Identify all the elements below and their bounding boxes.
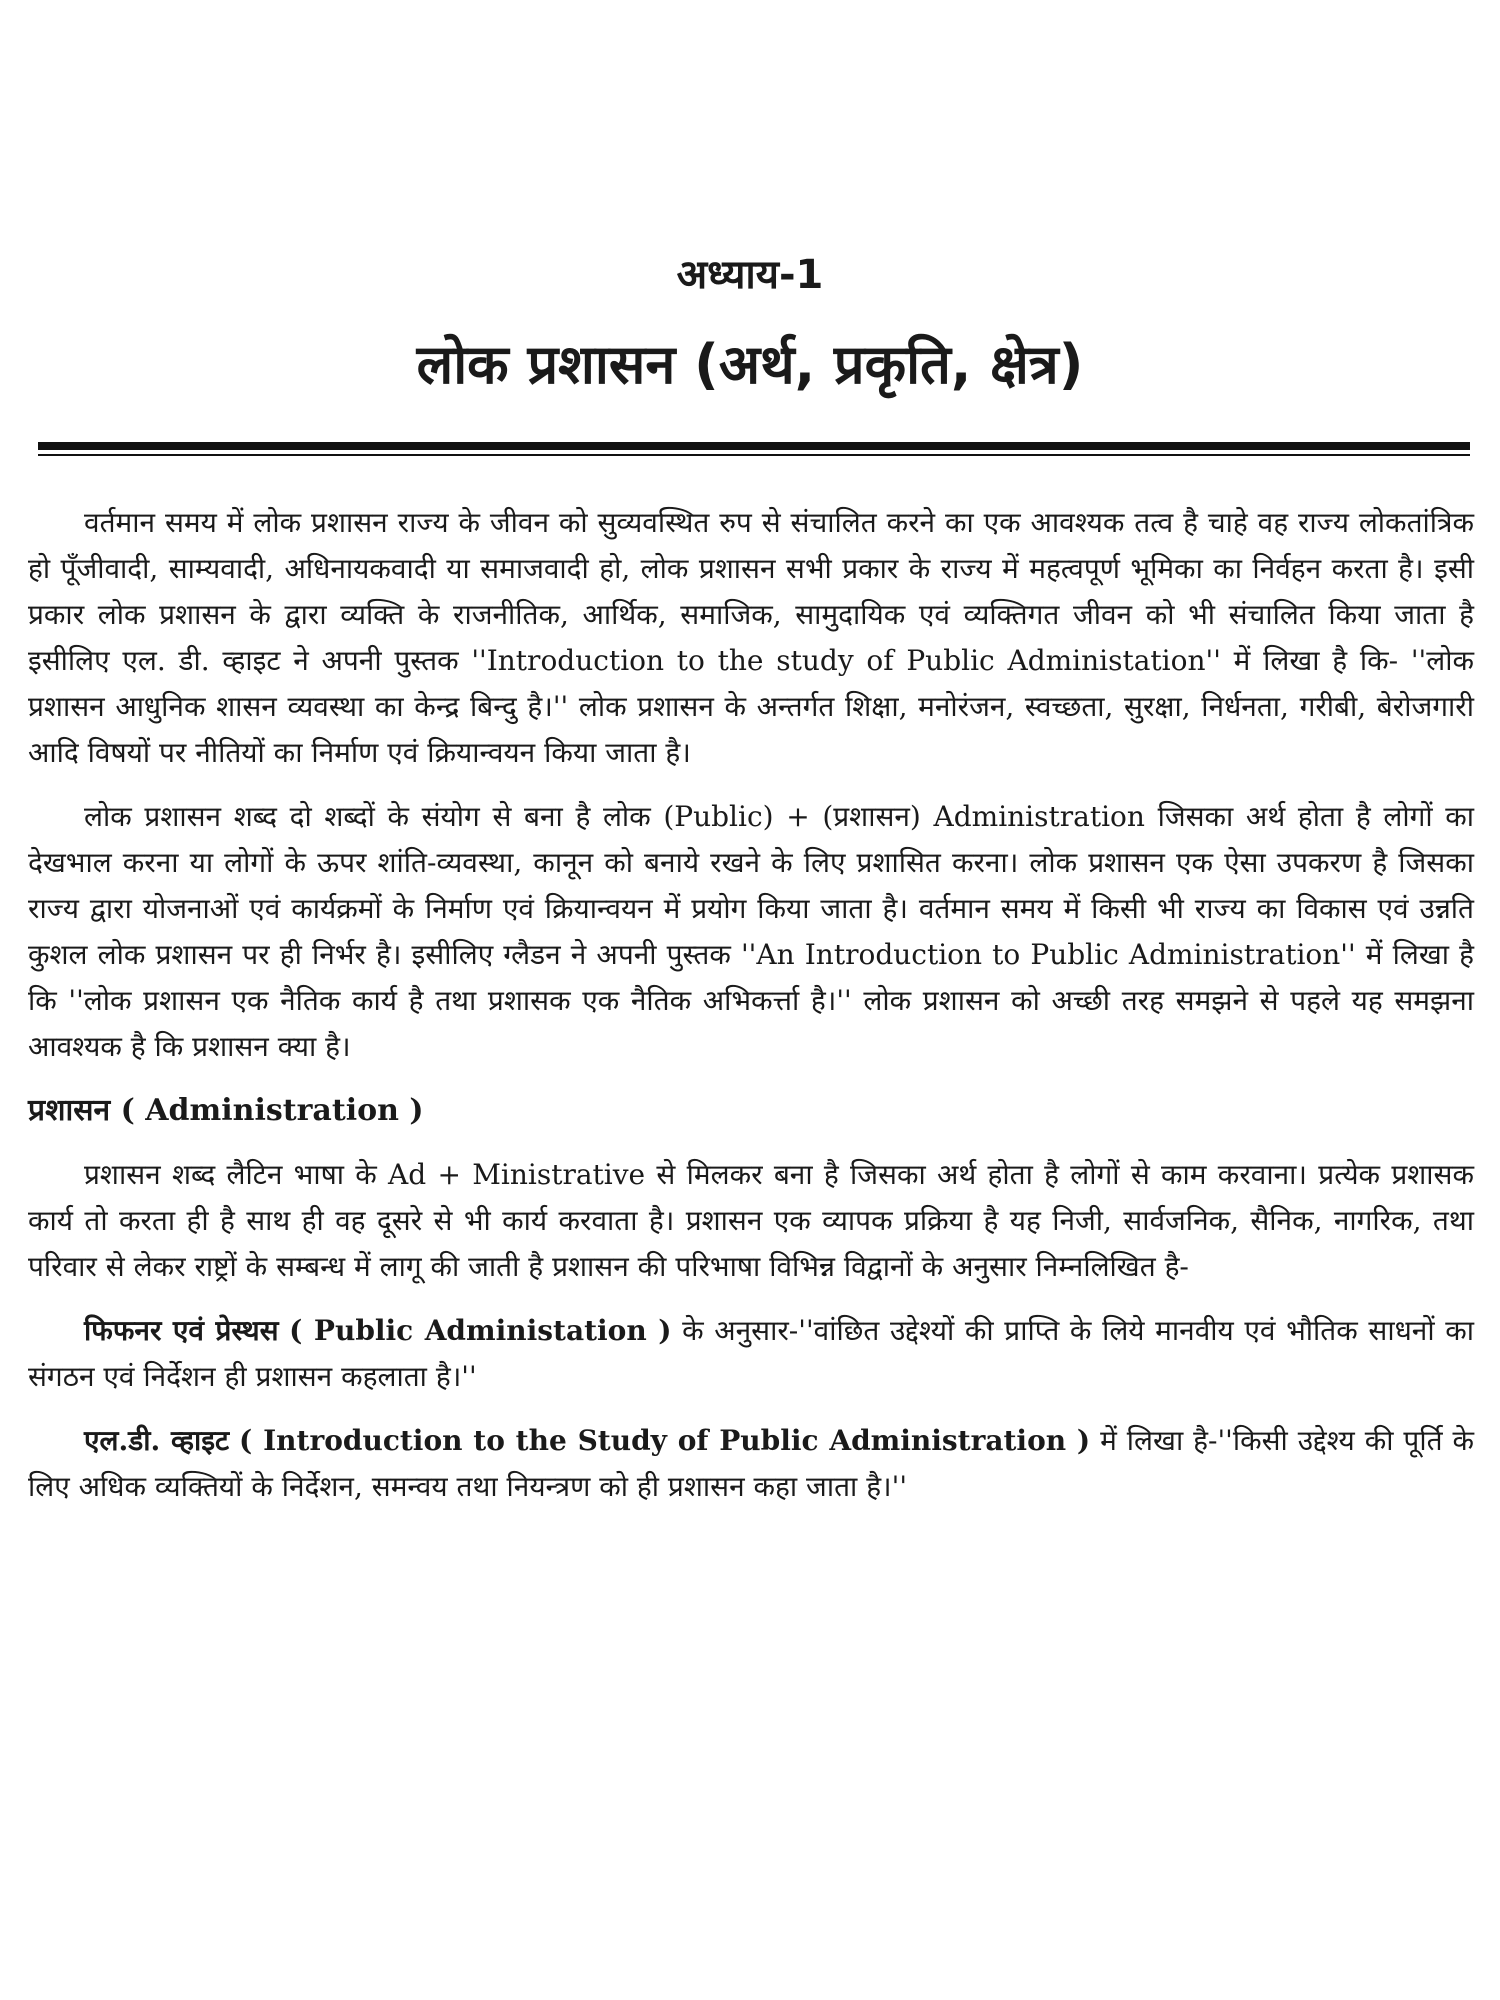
definition-white <box>28 1418 1474 1510</box>
section-heading-hindi: प्रशासन <box>28 1093 111 1128</box>
definition-white-term: एल.डी. व्हाइट <box>84 1424 230 1457</box>
chapter-label: अध्याय-1 <box>676 252 824 298</box>
definition-pfiffner-term: फिफनर एवं प्रेस्थस <box>84 1314 279 1347</box>
title-divider-thick <box>38 442 1470 450</box>
section-heading-english: ( Administration ) <box>120 1093 424 1128</box>
chapter-title: लोक प्रशासन (अर्थ, प्रकृति, क्षेत्र) <box>416 333 1084 396</box>
body-text <box>28 500 1474 1528</box>
paragraph-intro: वर्तमान समय में लोक प्रशासन राज्य के जीवन को सुव्यवस्थित रुप से संचालित करने का एक आवश्यक तत्व है चाहे वह राज्य लोकतांत्रिक हो पूँजीवादी, साम्यवादी, अधिनायकवादी या समाजवादी हो, लोक प्रशासन सभी प्रकार के राज्य में महत्वपूर्ण भूमिका का निर्वहन करता है। इसी प्रकार लोक प्रशासन के द्वारा व्यक्ति के राजनीतिक, आर्थिक, समाजिक, सामुदायिक एवं व्यक्तिगत जीवन को भी संचालित किया जाता है इसीलिए एल. डी. व्हाइट ने अपनी पुस्तक ''Introduction to the study of Public Administation'' में लिखा है कि- ''लोक प्रशासन आधुनिक शासन व्यवस्था का केन्द्र बिन्दु है।'' लोक प्रशासन के अन्तर्गत शिक्षा, मनोरंजन, स्वच्छता, सुरक्षा, निर्धनता, गरीबी, बेरोजगारी आदि विषयों पर नीतियों का निर्माण एवं क्रियान्वयन किया जाता है। <box>28 506 1474 769</box>
paragraph-administration: प्रशासन शब्द लैटिन भाषा के Ad + Ministrative से मिलकर बना है जिसका अर्थ होता है लोगों से काम करवाना। प्रत्येक प्रशासक कार्य तो करता ही है साथ ही वह दूसरे से भी कार्य करवाता है। प्रशासन एक व्यापक प्रक्रिया है यह निजी, सार्वजनिक, सैनिक, नागरिक, तथा परिवार से लेकर राष्ट्रों के सम्बन्ध में लागू की जाती है प्रशासन की परिभाषा विभिन्न विद्वानों के अनुसार निम्नलिखित है- <box>28 1158 1474 1283</box>
paragraph-meaning: लोक प्रशासन शब्द दो शब्दों के संयोग से बना है लोक (Public) + (प्रशासन) Administration जिसका अर्थ होता है लोगों का देखभाल करना या लोगों के ऊपर शांति-व्यवस्था, कानून को बनाये रखने के लिए प्रशासित करना। लोक प्रशासन एक ऐसा उपकरण है जिसका राज्य द्वारा योजनाओं एवं कार्यक्रमों के निर्माण एवं क्रियान्वयन में प्रयोग किया जाता है। वर्तमान समय में किसी भी राज्य का विकास एवं उन्नति कुशल लोक प्रशासन पर ही निर्भर है। इसीलिए ग्लैडन ने अपनी पुस्तक ''An Introduction to Public Administration'' में लिखा है कि ''लोक प्रशासन एक नैतिक कार्य है तथा प्रशासक एक नैतिक अभिकर्त्ता है।'' लोक प्रशासन को अच्छी तरह समझने से पहले यह समझना आवश्यक है कि प्रशासन क्या है। <box>28 800 1474 1063</box>
definition-pfiffner <box>28 1308 1474 1400</box>
definition-pfiffner-text: के अनुसार-''वांछित उद्देश्यों की प्राप्ति के लिये मानवीय एवं भौतिक साधनों का संगठन एवं निर्देशन ही प्रशासन कहलाता है।'' <box>28 1314 1474 1393</box>
title-divider-thin <box>38 454 1470 456</box>
definition-white-text: में लिखा है-''किसी उद्देश्य की पूर्ति के लिए अधिक व्यक्तियों के निर्देशन, समन्वय तथा नियन्त्रण को ही प्रशासन कहा जाता है।'' <box>28 1424 1474 1503</box>
definition-white-source: ( Introduction to the Study of Public Administration ) <box>239 1424 1091 1457</box>
definition-pfiffner-source: ( Public Administation ) <box>289 1314 672 1347</box>
section-heading-administration <box>28 1088 1474 1134</box>
